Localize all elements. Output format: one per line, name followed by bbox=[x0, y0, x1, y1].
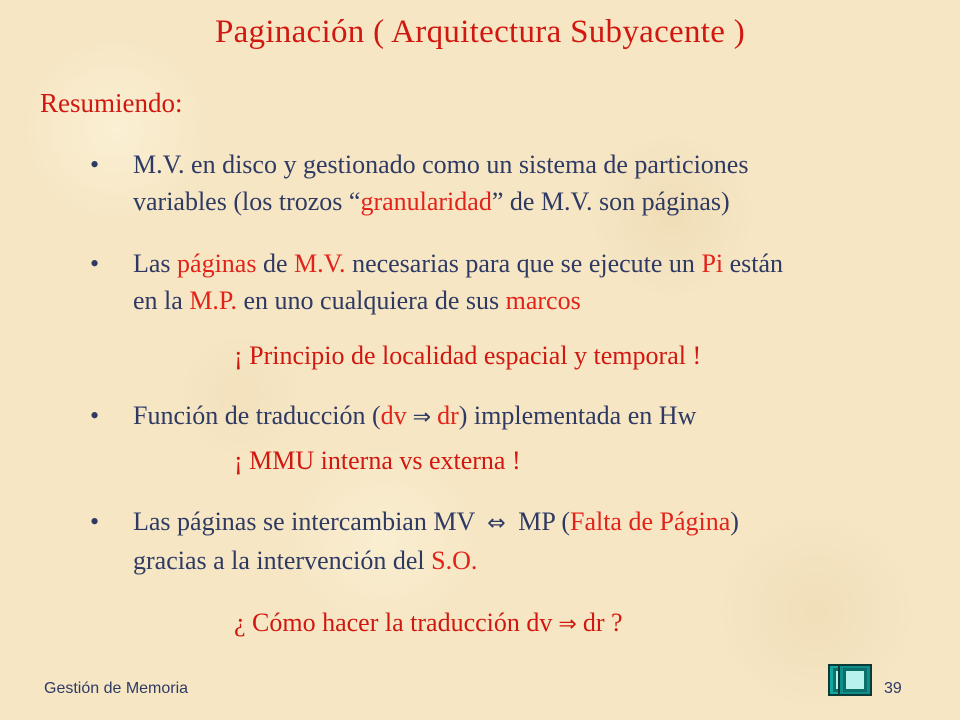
text-span: Las páginas se intercambian MV bbox=[133, 507, 482, 536]
highlight-span: Falta de Página bbox=[569, 507, 731, 536]
bullet-line bbox=[133, 503, 953, 542]
implies-arrow-icon: ⇒ bbox=[412, 405, 432, 430]
text-span: MP ( bbox=[511, 507, 570, 536]
text-span: Función de traducción ( bbox=[133, 401, 381, 430]
text-span: ” de M.V. son páginas) bbox=[491, 187, 730, 216]
highlight-span: marcos bbox=[505, 286, 581, 315]
bullet-text bbox=[133, 146, 953, 220]
text-span: ) implementada en Hw bbox=[458, 401, 697, 430]
note-mmu: ¡ MMU interna vs externa ! bbox=[234, 446, 521, 475]
nav-forward-button[interactable] bbox=[838, 664, 872, 696]
bullet-icon: • bbox=[90, 150, 100, 179]
bullet-line bbox=[133, 146, 953, 183]
bullet-text bbox=[133, 503, 953, 579]
text-span: gracias a la intervención del bbox=[133, 546, 432, 575]
title-sub: Arquitectura Subyacente bbox=[391, 14, 726, 50]
highlight-span: M.V. bbox=[294, 249, 346, 278]
bullet-text bbox=[133, 397, 953, 436]
text-span: dr ? bbox=[582, 608, 623, 637]
text-span: en uno cualquiera de sus bbox=[237, 286, 506, 315]
note-locality: ¡ Principio de localidad espacial y temporal ! bbox=[234, 341, 702, 370]
title-close-paren: ) bbox=[733, 14, 746, 50]
text-span: en la bbox=[133, 286, 190, 315]
nav-forward-icon bbox=[843, 668, 867, 692]
implies-arrow-icon: ⇒ bbox=[558, 612, 577, 637]
bullet-icon: • bbox=[90, 507, 100, 536]
text-span: M.V. en disco y gestionado como un sistema de particiones bbox=[133, 150, 749, 179]
highlight-span: dr bbox=[437, 401, 459, 430]
text-span: ) bbox=[730, 507, 739, 536]
bullet-line bbox=[133, 282, 953, 319]
bidirectional-arrow-icon: ⇔ bbox=[487, 511, 506, 536]
highlight-span: páginas bbox=[177, 249, 257, 278]
highlight-span: granularidad bbox=[360, 187, 492, 216]
bullet-line bbox=[133, 542, 953, 579]
text-span: están bbox=[723, 249, 784, 278]
text-span: necesarias para que se ejecute un bbox=[345, 249, 702, 278]
page-number: 39 bbox=[884, 680, 902, 697]
slide-title bbox=[0, 14, 960, 51]
subheading: Resumiendo: bbox=[40, 88, 183, 118]
highlight-span: S.O. bbox=[431, 546, 478, 575]
highlight-span: M.P. bbox=[189, 286, 238, 315]
text-span: ¿ Cómo hacer la traducción dv bbox=[234, 608, 553, 637]
text-span: variables (los trozos “ bbox=[133, 187, 361, 216]
bullet-line bbox=[133, 245, 953, 282]
bullet-icon: • bbox=[90, 249, 100, 278]
title-main: Paginación bbox=[214, 14, 365, 50]
bullet-line bbox=[133, 183, 953, 220]
title-open-paren: ( bbox=[373, 14, 385, 50]
text-span: Las bbox=[133, 249, 178, 278]
bullet-icon: • bbox=[90, 401, 100, 430]
highlight-span: Pi bbox=[701, 249, 724, 278]
footer-title: Gestión de Memoria bbox=[44, 680, 189, 697]
highlight-span: dv bbox=[380, 401, 407, 430]
note-question bbox=[234, 608, 623, 638]
bullet-text bbox=[133, 245, 953, 319]
text-span: de bbox=[256, 249, 295, 278]
